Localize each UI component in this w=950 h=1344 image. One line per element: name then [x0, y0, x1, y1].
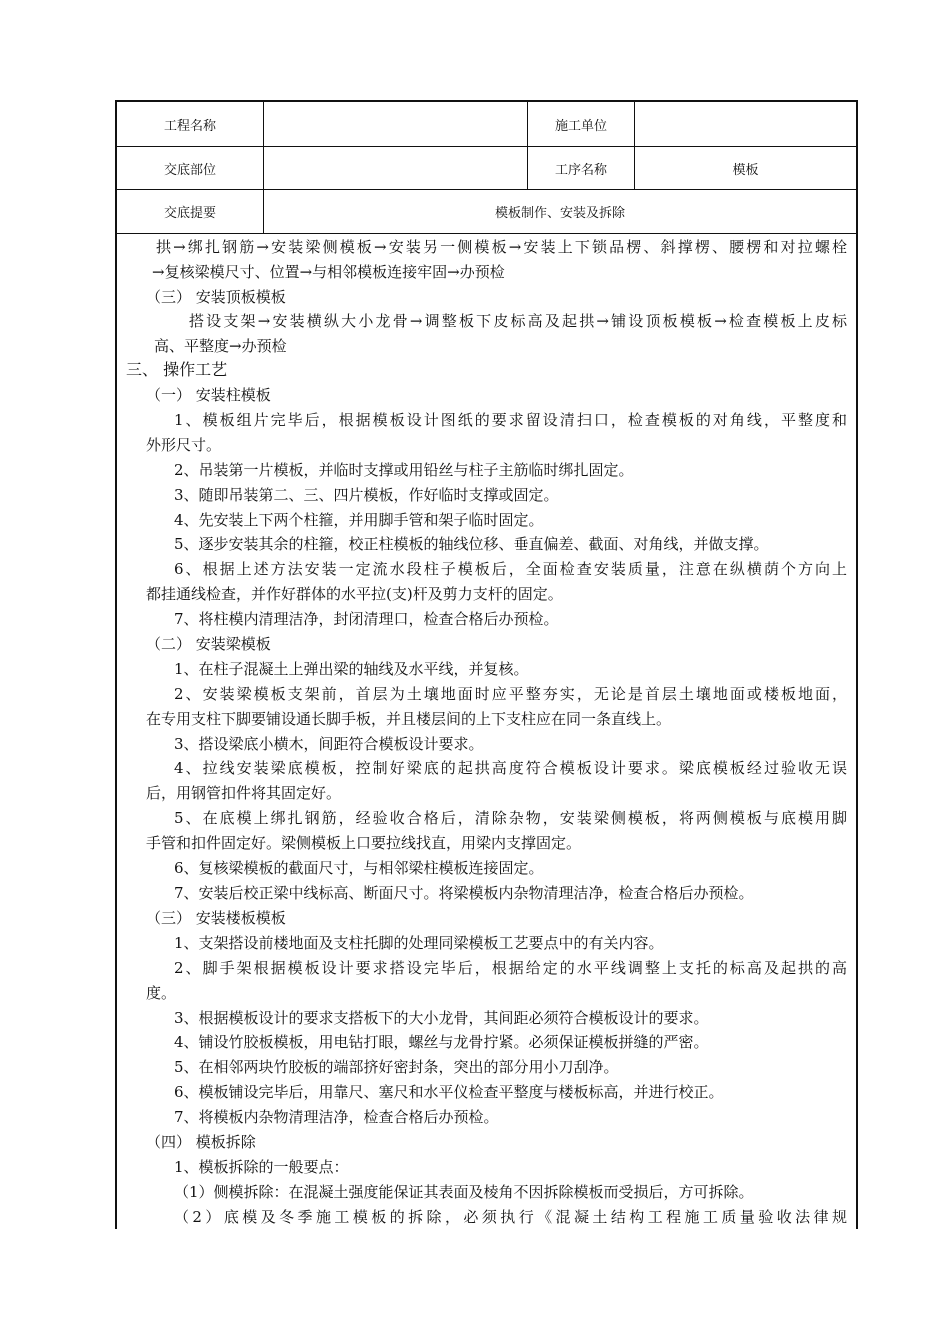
text-line: 高、平整度→办预检: [154, 337, 287, 355]
text-line: 7、将模板内杂物清理洁净，检查合格后办预检。: [174, 1108, 499, 1126]
text-line: 2、吊装第一片模板，并临时支撑或用铅丝与柱子主筋临时绑扎固定。: [174, 461, 634, 479]
text-line: 后，用钢管扣件将其固定好。: [146, 784, 342, 802]
text-line: 6、模板铺设完毕后，用靠尺、塞尺和水平仪检查平整度与楼板标高，并进行校正。: [174, 1083, 724, 1101]
text-line: 搭设支架→安装横纵大小龙骨→调整板下皮标高及起拱→铺设顶板模板→检查模板上皮标: [189, 312, 847, 330]
value-project-name: [264, 102, 528, 146]
text-line: 3、根据模板设计的要求支搭板下的大小龙骨，其间距必须符合模板设计的要求。: [174, 1009, 709, 1027]
section-heading: （三） 安装楼板模板: [146, 909, 286, 927]
section-heading: （四） 模板拆除: [146, 1133, 256, 1151]
header-row-3: [117, 190, 856, 234]
disclosure-form: [115, 100, 858, 1229]
text-line: 拱→绑扎钢筋→安装梁侧模板→安装另一侧模板→安装上下锁品楞、斜撑楞、腰楞和对拉螺栓: [156, 238, 847, 256]
section-heading: （一） 安装柱模板: [146, 386, 271, 404]
section-heading: （三） 安装顶板模板: [146, 288, 286, 306]
text-line: 手管和扣件固定好。梁侧模板上口要拉线找直，用梁内支撑固定。: [146, 834, 582, 852]
label-disclosure-part: 交底部位: [117, 147, 264, 189]
label-summary: 交底提要: [117, 190, 264, 233]
chapter-heading: 三、 操作工艺: [126, 360, 228, 379]
header-row-2: [117, 147, 856, 190]
text-line: 6、复核梁模板的截面尺寸，与相邻梁柱模板连接固定。: [174, 859, 544, 877]
label-project-name: 工程名称: [117, 102, 264, 146]
value-process-name: 模板: [732, 162, 759, 178]
text-line: 都挂通线检查，并作好群体的水平拉(支)杆及剪力支杆的固定。: [146, 585, 563, 603]
text-line: →复核梁模尺寸、位置→与相邻模板连接牢固→办预检: [152, 263, 505, 281]
text-line: 5、在底模上绑扎钢筋，经验收合格后，清除杂物，安装梁侧模板，将两侧模板与底模用脚: [174, 809, 847, 827]
text-line: 3、搭设梁底小横木，间距符合模板设计要求。: [174, 735, 484, 753]
text-line: 1、模板拆除的一般要点：: [174, 1158, 349, 1176]
value-construction-unit: [635, 102, 856, 146]
text-line: （1）侧模拆除：在混凝土强度能保证其表面及棱角不因拆除模板而受损后，方可拆除。: [174, 1183, 754, 1201]
text-line: 1、模板组片完毕后，根据模板设计图纸的要求留设清扫口，检查模板的对角线，平整度和: [174, 411, 847, 429]
label-process-name: 工序名称: [528, 147, 635, 189]
text-line: 5、在相邻两块竹胶板的端部挤好密封条，突出的部分用小刀刮净。: [174, 1058, 619, 1076]
text-line: 7、将柱模内清理洁净，封闭清理口，检查合格后办预检。: [174, 610, 559, 628]
text-line: 1、在柱子混凝土上弹出梁的轴线及水平线，并复核。: [174, 660, 529, 678]
text-line: 5、逐步安装其余的柱箍，校正柱模板的轴线位移、垂直偏差、截面、对角线，并做支撑。: [174, 535, 769, 553]
body-content: [117, 234, 856, 1229]
text-line: 2、安装梁模板支架前，首层为土壤地面时应平整夯实，无论是首层土壤地面或楼板地面，: [174, 685, 847, 703]
text-line: 7、安装后校正梁中线标高、断面尺寸。将梁模板内杂物清理洁净，检查合格后办预检。: [174, 884, 754, 902]
text-line: 在专用支柱下脚要铺设通长脚手板，并且楼层间的上下支柱应在同一条直线上。: [146, 710, 672, 728]
text-line: 6、根据上述方法安装一定流水段柱子模板后，全面检查安装质量，注意在纵横荫个方向上: [174, 560, 847, 578]
text-line: （2）底模及冬季施工模板的拆除，必须执行《混凝土结构工程施工质量验收法律规: [174, 1208, 847, 1226]
header-row-1: [117, 102, 856, 147]
text-line: 1、支架搭设前楼地面及支柱托脚的处理同梁模板工艺要点中的有关内容。: [174, 934, 664, 952]
text-line: 4、铺设竹胶板模板，用电钻打眼，螺丝与龙骨拧紧。必须保证模板拼缝的严密。: [174, 1033, 709, 1051]
text-line: 2、脚手架根据模板设计要求搭设完毕后，根据给定的水平线调整上支托的标高及起拱的高: [174, 959, 847, 977]
text-line: 4、先安装上下两个柱箍，并用脚手管和架子临时固定。: [174, 511, 544, 529]
text-line: 3、随即吊装第二、三、四片模板，作好临时支撑或固定。: [174, 486, 559, 504]
text-line: 外形尺寸。: [146, 436, 222, 454]
section-heading: （二） 安装梁模板: [146, 635, 271, 653]
text-line: 度。: [146, 984, 177, 1002]
label-construction-unit: 施工单位: [528, 102, 635, 146]
value-disclosure-part: [264, 147, 528, 189]
text-line: 4、拉线安装梁底模板，控制好梁底的起拱高度符合模板设计要求。梁底模板经过验收无误: [174, 759, 847, 777]
value-summary: 模板制作、安装及拆除: [494, 206, 625, 221]
